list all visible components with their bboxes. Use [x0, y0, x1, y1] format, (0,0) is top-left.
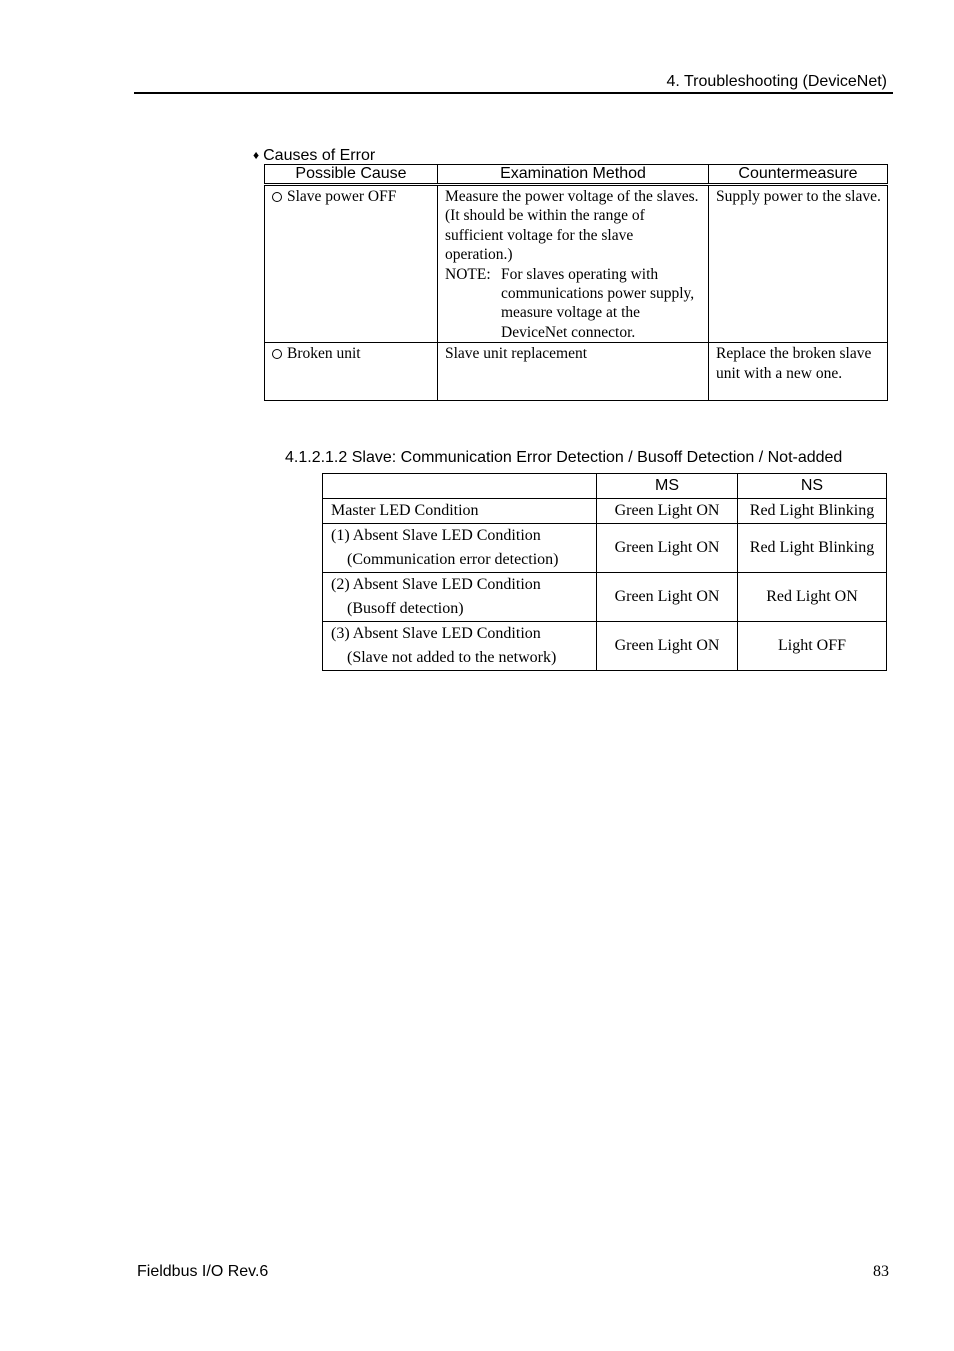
- table-row: [323, 499, 887, 524]
- method-text: Measure the power voltage of the slaves. (It should be within the range of sufficient voltage for the slave operation.): [445, 188, 699, 264]
- table-row: [265, 185, 888, 343]
- header-rule: [134, 92, 893, 94]
- condition-cell: [323, 622, 597, 671]
- circle-icon: [272, 349, 282, 359]
- causes-table: [264, 164, 888, 401]
- column-header: MS: [597, 474, 738, 499]
- subsection-title: 4.1.2.1.2 Slave: Communication Error Detection / Busoff Detection / Not-added: [285, 449, 843, 466]
- condition-cell: [323, 573, 597, 622]
- condition-line1: Master LED Condition: [331, 502, 479, 519]
- column-header: Possible Cause: [265, 165, 438, 185]
- countermeasure-cell: Supply power to the slave.: [709, 185, 888, 343]
- column-header: Countermeasure: [709, 165, 888, 185]
- note-text: For slaves operating with communications power supply, measure voltage at the DeviceNet connector.: [501, 265, 695, 341]
- column-header: NS: [738, 474, 887, 499]
- method-cell: Slave unit replacement: [438, 343, 709, 401]
- ms-cell: Green Light ON: [597, 622, 738, 671]
- ns-cell: Light OFF: [738, 622, 887, 671]
- ms-cell: Green Light ON: [597, 524, 738, 573]
- cause-text: Slave power OFF: [287, 188, 397, 205]
- condition-line2: (Slave not added to the network): [347, 649, 557, 666]
- countermeasure-cell: Replace the broken slave unit with a new one.: [709, 343, 888, 401]
- footer-doc-title: Fieldbus I/O Rev.6: [137, 1263, 269, 1280]
- ns-cell: Red Light Blinking: [738, 524, 887, 573]
- note-label: NOTE:: [445, 265, 491, 283]
- footer-page-number: 83: [873, 1263, 889, 1280]
- circle-icon: [272, 192, 282, 202]
- column-header: [323, 474, 597, 499]
- condition-line2: (Communication error detection): [347, 551, 559, 568]
- cause-cell: [265, 343, 438, 401]
- table-row: [323, 573, 887, 622]
- ns-cell: Red Light Blinking: [738, 499, 887, 524]
- column-header: Examination Method: [438, 165, 709, 185]
- ms-cell: Green Light ON: [597, 573, 738, 622]
- causes-header-row: [265, 165, 888, 185]
- condition-line1: (3) Absent Slave LED Condition: [331, 625, 541, 642]
- table-row: [323, 622, 887, 671]
- causes-section-label: [253, 146, 375, 165]
- ms-cell: Green Light ON: [597, 499, 738, 524]
- chapter-header: 4. Troubleshooting (DeviceNet): [666, 73, 887, 90]
- led-header-row: [323, 474, 887, 499]
- diamond-bullet-icon: ♦: [253, 148, 260, 162]
- cause-cell: [265, 185, 438, 343]
- condition-line2: (Busoff detection): [347, 600, 464, 617]
- method-cell: [438, 185, 709, 343]
- note-block: [445, 265, 702, 343]
- condition-cell: [323, 524, 597, 573]
- cause-text: Broken unit: [287, 345, 361, 363]
- table-row: [265, 343, 888, 401]
- condition-line1: (2) Absent Slave LED Condition: [331, 576, 541, 593]
- condition-cell: [323, 499, 597, 524]
- ns-cell: Red Light ON: [738, 573, 887, 622]
- table-row: [323, 524, 887, 573]
- condition-line1: (1) Absent Slave LED Condition: [331, 527, 541, 544]
- causes-label-text: Causes of Error: [263, 147, 376, 164]
- led-table: [322, 473, 887, 671]
